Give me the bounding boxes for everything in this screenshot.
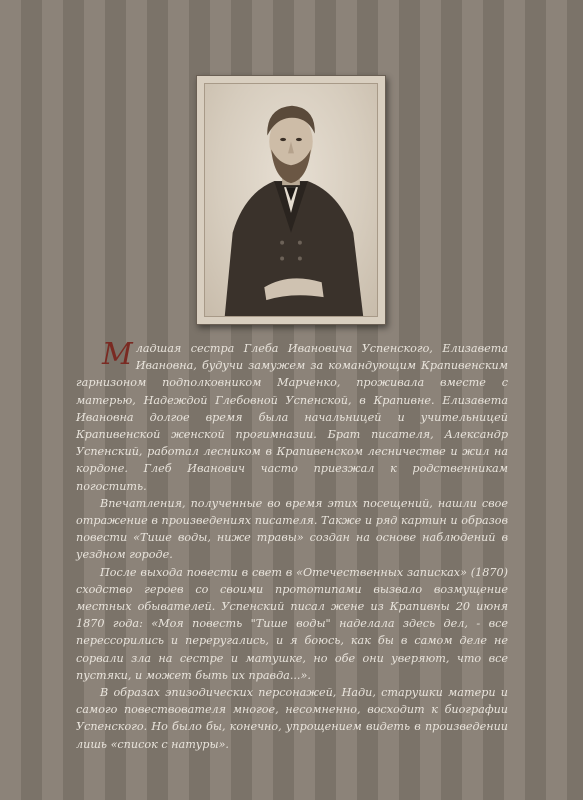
paragraph-1: [76, 337, 508, 495]
portrait-photo: [204, 83, 378, 317]
drop-cap: М: [102, 337, 133, 372]
article-text: [76, 337, 508, 753]
portrait-frame: [196, 75, 386, 325]
paragraph-2: Впечатления, полученные во время этих посещений, нашли свое отражение в произведениях писателя. Также и ряд картин и образов повести «Тише воды, ниже травы» создан на основе наблюдений в уездном городе.: [76, 496, 508, 562]
paragraph-4: В образах эпизодических персонажей, Нади, старушки матери и самого повествователя многое, несомненно, восходит к биографии Успенского. Но было бы, конечно, упрощением видеть в произведении лишь «список с натуры».: [76, 686, 508, 751]
portrait-figure: [205, 84, 377, 316]
paragraph-3: После выхода повести в свет в «Отечественных записках» (1870) сходство героев со своими прототипами вызвало возмущение местных обывателей. Успенский писал жене из Крапивны 20 июня 1870 года: «Моя повесть "Тише воды" наделала здесь дел, - все перессорились и переругались, и я боюсь, как бы в самом деле не сорвали зла на сестре и матушке, но обе они уверяют, что все пустяки, и может быть их правда...».: [76, 565, 508, 682]
paragraph-1-text: ладшая сестра Глеба Ивановича Успенского, Елизавета Ивановна, будучи замужем за командующим Крапивенским гарнизоном подполковником Марченко, проживала вместе с матерью, Надеждой Глебовной Успенской, в Крапивне. Елизавета Ивановна долгое время была начальницей и учительницей Крапивенской женской прогимназии. Брат писателя, Александр Успенский, работал лесником в Крапивенском лесничестве и жил на кордоне. Глеб Иванович часто приезжал к родственникам погостить.: [76, 342, 508, 493]
